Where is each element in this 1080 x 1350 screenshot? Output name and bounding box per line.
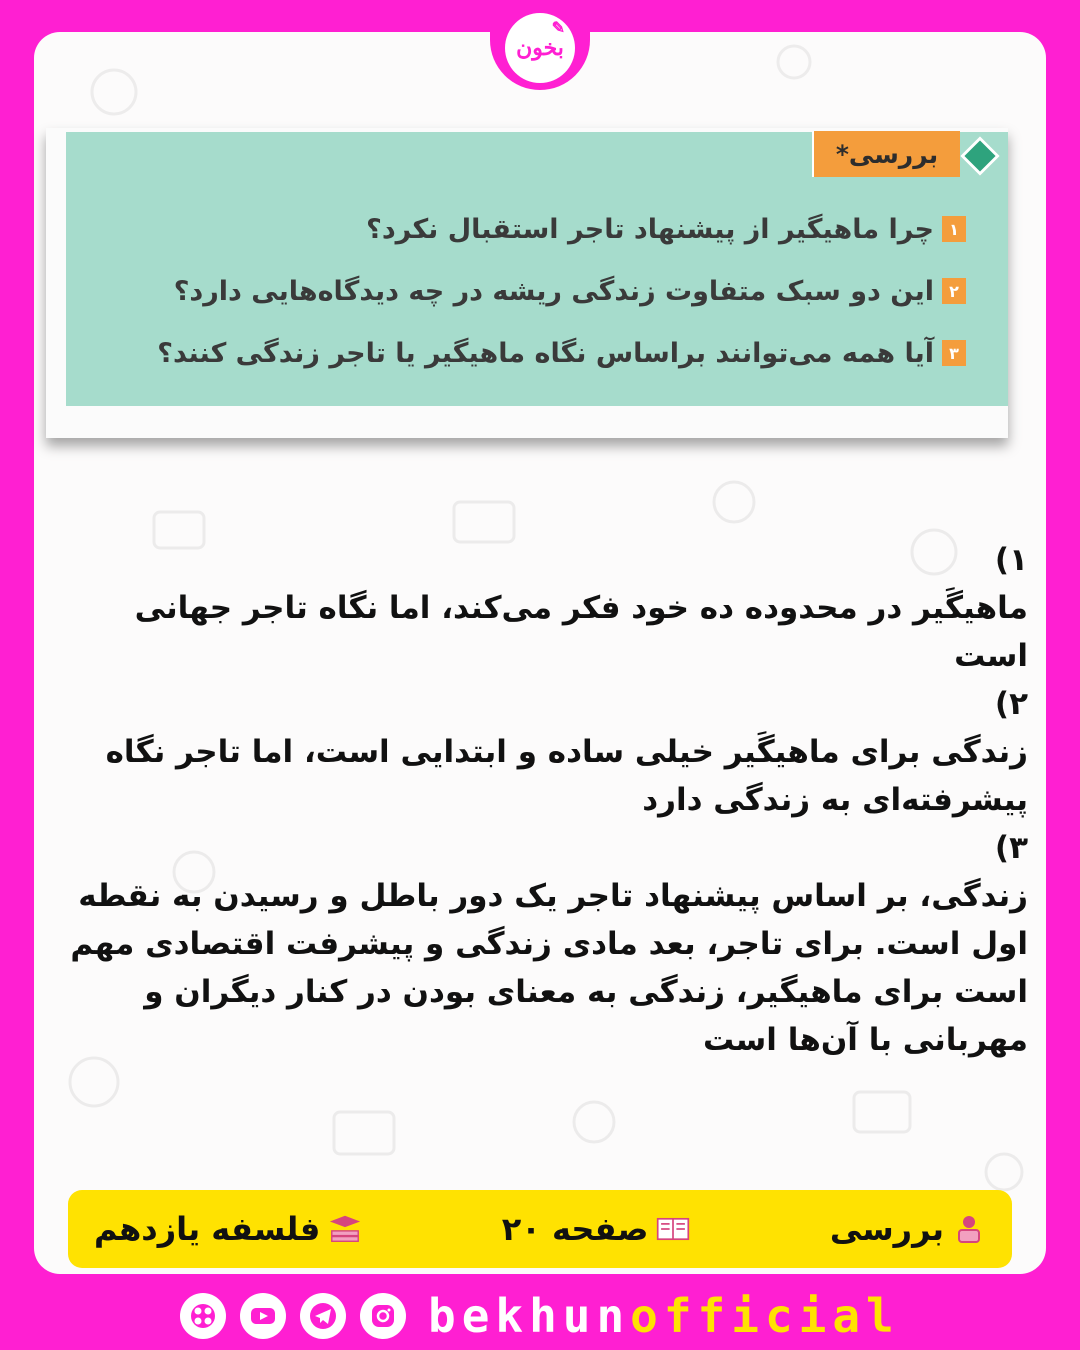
question-item xyxy=(173,260,966,322)
answer-label: ۲) xyxy=(994,686,1028,722)
aparat-icon[interactable] xyxy=(180,1293,226,1339)
question-text: چرا ماهیگیر از پیشنهاد تاجر استقبال نکرد؟ xyxy=(366,213,934,245)
teacher-icon xyxy=(952,1212,986,1246)
answer-label: ۱) xyxy=(994,542,1028,578)
question-item xyxy=(157,322,966,384)
question-number: ۲ xyxy=(942,278,966,304)
telegram-icon[interactable] xyxy=(300,1293,346,1339)
info-footer-bar xyxy=(68,1190,1012,1268)
question-number: ۳ xyxy=(942,340,966,366)
instagram-icon[interactable] xyxy=(360,1293,406,1339)
footer-subject xyxy=(94,1210,362,1248)
open-book-icon xyxy=(656,1212,690,1246)
textbook-section-tab xyxy=(812,131,960,177)
brand-handle-first: bekhun xyxy=(428,1289,631,1343)
youtube-icon[interactable] xyxy=(240,1293,286,1339)
question-list xyxy=(157,198,966,384)
textbook-excerpt xyxy=(46,128,1008,438)
textbook-panel xyxy=(66,132,1008,406)
question-text: آیا همه می‌توانند براساس نگاه ماهیگیر یا تاجر زندگی کنند؟ xyxy=(157,337,934,369)
social-bar xyxy=(180,1286,900,1346)
textbook-section-label: بررسی* xyxy=(835,139,939,169)
question-item xyxy=(326,198,966,260)
question-number: ۱ xyxy=(942,216,966,242)
footer-section-label: بررسی xyxy=(829,1210,944,1248)
answer-text: زندگی، بر اساس پیشنهاد تاجر یک دور باطل و رسیدن به نقطه اول است. برای تاجر، بعد مادی زندگی و پیشرفت اقتصادی مهم است برای ماهیگیر، زندگی به معنای بودن در کنار دیگران و مهربانی با آن‌ها است xyxy=(70,878,1028,1058)
brand-handle xyxy=(428,1289,900,1343)
answer-text: ماهیگَیر در محدوده ده خود فکر می‌کند، اما نگاه تاجر جهانی است xyxy=(134,590,1028,674)
footer-section xyxy=(830,1210,986,1248)
brand-logo-text: بخون xyxy=(516,35,564,61)
answers-section xyxy=(70,536,1028,1064)
brand-handle-second: official xyxy=(630,1289,900,1343)
graduation-books-icon xyxy=(328,1212,362,1246)
footer-page-label: صفحه ۲۰ xyxy=(501,1210,649,1248)
answer-text: زندگی برای ماهیگَیر خیلی ساده و ابتدایی است، اما تاجر نگاه پیشرفته‌ای به زندگی دارد xyxy=(105,734,1028,818)
footer-subject-label: فلسفه یازدهم xyxy=(94,1210,321,1248)
footer-page xyxy=(502,1210,691,1248)
brand-logo xyxy=(505,13,575,83)
answer-label: ۳) xyxy=(994,830,1028,866)
diamond-icon xyxy=(960,136,1000,176)
question-text: این دو سبک متفاوت زندگی ریشه در چه دیدگاه‌هایی دارد؟ xyxy=(173,275,934,307)
pen-icon: ✎ xyxy=(551,18,565,37)
